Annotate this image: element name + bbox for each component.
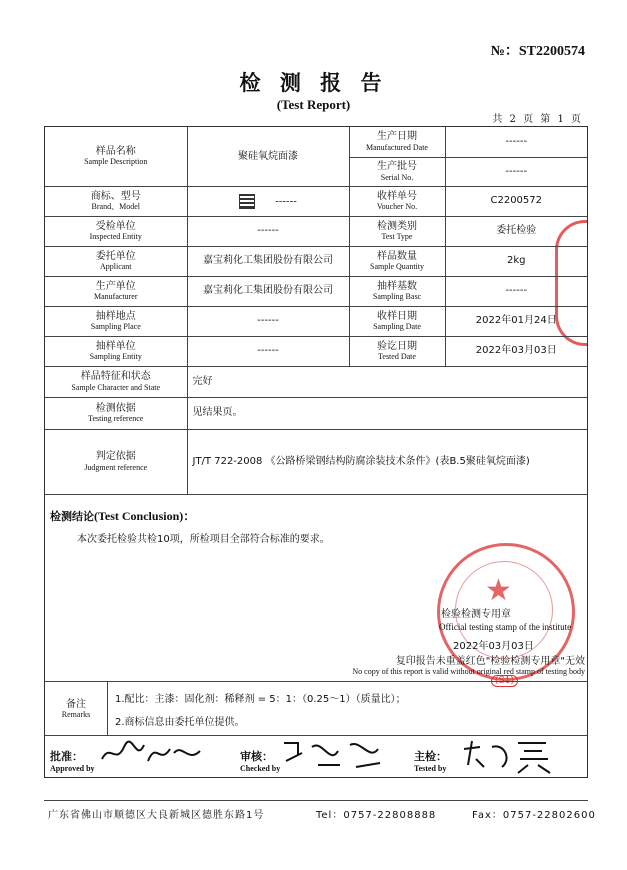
brand-logo-icon (239, 194, 255, 209)
title-en: (Test Report) (276, 97, 351, 112)
table-row (45, 429, 587, 494)
label-sampling-base: 抽样基数 Sampling Basc (349, 276, 445, 306)
seal-label-en: Official testing stamp of the institute (439, 622, 572, 632)
value-sample-quantity: 2kg (445, 246, 587, 276)
label-sampling-date: 收样日期 Sampling Date (349, 306, 445, 336)
remarks-label: 备注 Remarks (45, 681, 108, 735)
remarks-divider (45, 681, 587, 682)
table-row (45, 186, 587, 216)
value-sampling-place: ------ (187, 306, 349, 336)
tester-signature (458, 735, 568, 775)
table-row (45, 397, 587, 429)
value-voucher-no: C2200572 (445, 186, 587, 216)
value-sample-character: 完好 (187, 366, 587, 397)
label-brand-model: 商标、型号 Brand、Model (45, 186, 187, 216)
label-judgment-reference: 判定依据 Judgment reference (45, 429, 187, 494)
value-sample-description: 聚硅氧烷面漆 (187, 127, 349, 186)
value-manufactured-date: ------ (445, 127, 587, 157)
value-tested-date: 2022年03月03日 (445, 336, 587, 366)
value-serial-no: ------ (445, 157, 587, 186)
table-row (45, 127, 587, 157)
approver-signature (96, 735, 206, 771)
remark-line-2: 2.商标信息由委托单位提供。 (115, 717, 245, 728)
table-row (45, 306, 587, 336)
label-applicant: 委托单位 Applicant (45, 246, 187, 276)
tested-by: 主检： Tested by (414, 750, 447, 773)
table-row (45, 276, 587, 306)
value-sampling-date: 2022年01月24日 (445, 306, 587, 336)
value-applicant: 嘉宝莉化工集团股份有限公司 (187, 246, 349, 276)
checker-signature (278, 735, 388, 775)
remark-line-1: 1.配比：主漆：固化剂：稀释剂 = 5：1：（0.25～1）（质量比）； (115, 694, 406, 705)
label-inspected-entity: 受检单位 Inspected Entity (45, 216, 187, 246)
label-testing-reference: 检测依据 Testing reference (45, 397, 187, 429)
footer-fax: Fax：0757-22802600 (472, 810, 596, 821)
value-testing-reference: 见结果页。 (187, 397, 587, 429)
value-brand-model: ------ (187, 186, 349, 216)
copy-notice-en: No copy of this report is valid without original red stamp of testing body (352, 667, 585, 676)
value-test-type: 委托检验 (445, 216, 587, 246)
title-zh: 检 测 报 告 (239, 70, 388, 95)
table-row (45, 216, 587, 246)
value-judgment-reference: JT/T 722-2008 《公路桥梁钢结构防腐涂装技术条件》(表B.5聚硅氧烷面漆) (187, 429, 587, 494)
approved-by: 批准： Approved by (50, 750, 95, 773)
page-counter: 共 2 页 第 1 页 (492, 114, 583, 125)
label-manufactured-date: 生产日期 Manufactured Date (349, 127, 445, 157)
label-test-type: 检测类别 Test Type (349, 216, 445, 246)
label-tested-date: 验讫日期 Tested Date (349, 336, 445, 366)
conclusion-text: 本次委托检验共检10项，所检项目全部符合标准的要求。 (77, 534, 330, 545)
report-number: №：ST2200574 (490, 44, 585, 59)
label-sample-quantity: 样品数量 Sample Quantity (349, 246, 445, 276)
table-row (45, 246, 587, 276)
value-inspected-entity: ------ (187, 216, 349, 246)
label-sample-description: 样品名称 Sample Description (45, 127, 187, 186)
label-manufacturer: 生产单位 Manufacturer (45, 276, 187, 306)
checked-by: 审核： Checked by (240, 750, 281, 773)
label-sample-character: 样品特征和状态 Sample Character and State (45, 366, 187, 397)
table-row (45, 366, 587, 397)
seal-date: 2022年03月03日 (453, 641, 534, 652)
label-sampling-place: 抽样地点 Sampling Place (45, 306, 187, 336)
info-table (45, 127, 587, 495)
label-serial-no: 生产批号 Serial No. (349, 157, 445, 186)
label-sampling-entity: 抽样单位 Sampling Entity (45, 336, 187, 366)
value-sampling-base: ------ (445, 276, 587, 306)
footer-address: 广东省佛山市顺德区大良新城区德胜东路1号 (48, 810, 265, 821)
seal-label-zh: 检验检测专用章 (441, 609, 511, 620)
report-sheet (44, 126, 588, 778)
label-voucher-no: 收样单号 Voucher No. (349, 186, 445, 216)
footer-tel: Tel：0757-22808888 (316, 810, 437, 821)
value-manufacturer: 嘉宝莉化工集团股份有限公司 (187, 276, 349, 306)
stamp-star-icon: ★ (485, 573, 512, 608)
table-row (45, 336, 587, 366)
conclusion-heading: 检测结论(Test Conclusion)： (50, 509, 196, 523)
copy-notice-zh: 复印报告未重盖红色"检验检测专用章"无效 (395, 656, 585, 667)
stamp-code: (S1) (491, 675, 518, 687)
report-title (0, 67, 627, 113)
footer-divider (44, 800, 588, 801)
value-sampling-entity: ------ (187, 336, 349, 366)
